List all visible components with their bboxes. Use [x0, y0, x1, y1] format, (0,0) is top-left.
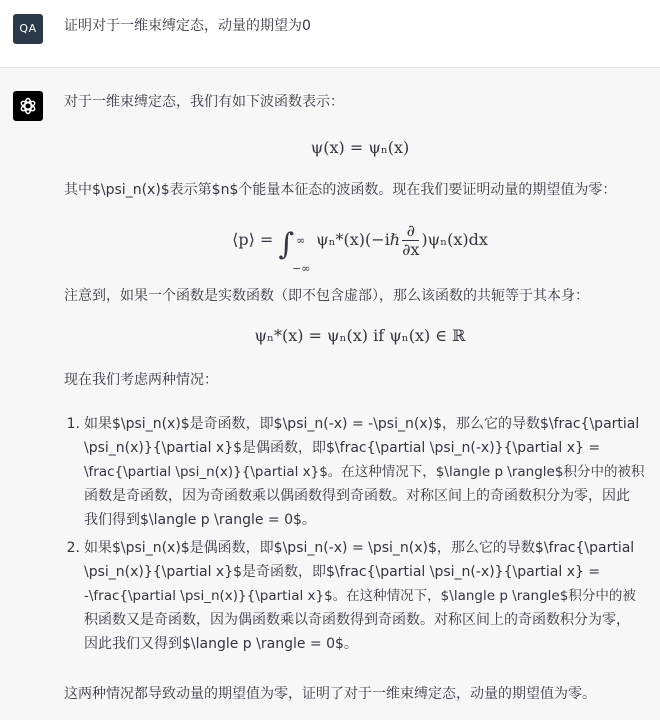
equation-momentum-expectation	[64, 218, 656, 275]
case-number: 2.	[66, 540, 80, 556]
assistant-avatar	[13, 91, 43, 121]
fraction-numerator: ∂	[402, 222, 419, 241]
case-line: 如果$\psi_n(x)$是奇函数，即$\psi_n(-x) = -\psi_n(x)$，那么它的导数$\frac{\partial	[84, 416, 640, 432]
user-question-text: 证明对于一维束缚定态，动量的期望为0	[64, 18, 311, 34]
openai-logo-icon	[18, 96, 38, 116]
intro-paragraph: 对于一维束缚定态，我们有如下波函数表示：	[64, 94, 344, 110]
eq2-lhs: ⟨p⟩ =	[232, 230, 279, 249]
fraction-denominator: ∂x	[402, 240, 420, 259]
integral-lower-limit: −∞	[292, 261, 311, 275]
integral-sign: ∫	[278, 227, 295, 262]
cases-intro-paragraph: 现在我们考虑两种情况：	[64, 372, 218, 388]
case-number: 1.	[66, 416, 80, 432]
case-line: 因此我们又得到$\langle p \rangle = 0$。	[84, 636, 358, 652]
equation-real-function: ψₙ*(x) = ψₙ(x) if ψₙ(x) ∈ ℝ	[254, 326, 466, 345]
case-line: 函数是奇函数，因为奇函数乘以偶函数得到奇函数。对称区间上的奇函数积分为零，因此	[84, 488, 630, 504]
eq2-tail: )ψₙ(x)dx	[421, 230, 488, 249]
assistant-message	[0, 68, 660, 720]
explain-paragraph-1: 其中$\psi_n(x)$表示第$n$个能量本征态的波函数。现在我们要证明动量的期望值为零：	[64, 182, 617, 198]
conclusion-paragraph: 这两种情况都导致动量的期望值为零，证明了对于一维束缚定态，动量的期望值为零。	[64, 686, 596, 702]
case-line: 我们得到$\langle p \rangle = 0$。	[84, 512, 316, 528]
case-line: 如果$\psi_n(x)$是偶函数，即$\psi_n(-x) = \psi_n(x)$，那么它的导数$\frac{\partial	[84, 540, 635, 556]
integral-limits	[292, 221, 316, 275]
user-avatar: QA	[13, 14, 43, 44]
equation-wavefunction: ψ(x) = ψₙ(x)	[310, 138, 410, 157]
partial-derivative-fraction	[402, 222, 419, 259]
case-line: -\frac{\partial \psi_n(x)}{\partial x}$。在这种情况下，$\langle p \rangle$积分中的被	[84, 588, 636, 604]
integral-upper-limit: ∞	[296, 233, 306, 247]
case-line: \psi_n(x)}{\partial x}$是偶函数，即$\frac{\partial \psi_n(-x)}{\partial x} =	[84, 440, 601, 456]
case-line: \psi_n(x)}{\partial x}$是奇函数，即$\frac{\partial \psi_n(-x)}{\partial x} =	[84, 564, 601, 580]
user-message	[0, 0, 660, 68]
case-line: 积函数又是奇函数，因为偶函数乘以奇函数得到奇函数。对称区间上的奇函数积分为零，	[84, 612, 630, 628]
case-line: \frac{\partial \psi_n(x)}{\partial x}$。在这种情况下，$\langle p \rangle$积分中的被积	[84, 464, 645, 480]
eq2-integrand: ψₙ*(x)(−iℏ	[316, 230, 401, 249]
explain-paragraph-2: 注意到，如果一个函数是实数函数（即不包含虚部），那么该函数的共轭等于其本身：	[64, 288, 589, 304]
